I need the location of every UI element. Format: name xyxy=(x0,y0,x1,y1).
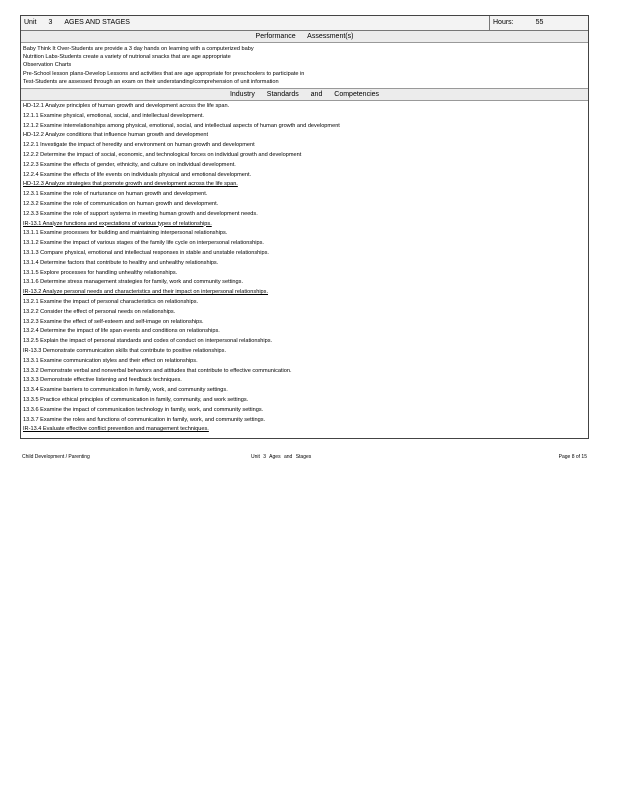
footer-page-number: Page 8 of 15 xyxy=(558,454,587,460)
standard-item: 13.2.1 Examine the impact of personal characteristics on relationships. xyxy=(23,298,199,305)
standard-item: 13.1.2 Examine the impact of various stages of the family life cycle on interpersonal relationships. xyxy=(23,240,264,247)
unit-label: Unit xyxy=(24,19,37,26)
standards-title: Industry Standards and Competencies xyxy=(21,88,588,101)
standard-item: 13.1.1 Examine processes for building and maintaining interpersonal relationships. xyxy=(23,230,228,237)
standard-item: 12.2.3 Examine the effects of gender, ethnicity, and culture on individual development. xyxy=(23,161,236,168)
standard-item: 12.2.4 Examine the effects of life events on individuals physical and emotional development. xyxy=(23,171,252,178)
standard-item: 13.1.3 Compare physical, emotional and intellectual responses in stable and unstable relationships. xyxy=(23,249,269,256)
standard-item: 13.3.3 Demonstrate effective listening and feedback techniques. xyxy=(23,377,182,384)
unit-table xyxy=(20,15,589,439)
standard-item: IR-13.3 Demonstrate communication skills that contribute to positive relationships. xyxy=(23,347,227,354)
standard-item: 13.3.1 Examine communication styles and their effect on relationships. xyxy=(23,357,198,364)
standard-item: 13.1.6 Determine stress management strategies for family, work and community settings. xyxy=(23,279,244,286)
standard-heading: IR-13.2 Analyze personal needs and characteristics and their impact on interpersonal relationships. xyxy=(23,289,269,296)
unit-number: 3 xyxy=(48,19,53,26)
standards-list xyxy=(21,101,588,438)
hours-value: 55 xyxy=(535,19,544,26)
standard-heading: IR-13.1 Analyze functions and expectations of various types of relationships. xyxy=(23,220,212,227)
performance-item: Nutrition Labs-Students create a variety of nutrional snacks that are age appropriate xyxy=(23,54,231,61)
standard-item: 13.2.2 Consider the effect of personal needs on relationships. xyxy=(23,308,176,315)
standard-item: 12.3.3 Examine the role of support systems in meeting human growth and development needs. xyxy=(23,210,258,217)
performance-item: Baby Think It Over-Students are provide a 3 day hands on learning with a computerized baby xyxy=(23,46,254,52)
performance-item: Observation Charts xyxy=(23,62,72,69)
standard-heading: HD-12.3 Analyze strategies that promote growth and development across the life span. xyxy=(23,181,238,188)
hours-label: Hours: xyxy=(493,19,514,26)
standard-item: 12.2.1 Investigate the impact of heredity and environment on human growth and development xyxy=(23,142,255,149)
standard-item: HD-12.2 Analyze conditions that influence human growth and development xyxy=(23,132,209,139)
standard-item: HD-12.1 Analyze principles of human growth and development across the life span. xyxy=(23,103,230,110)
standard-item: 12.1.2 Examine interrelationships among physical, emotional, social, and intellectual aspects of human growth and development xyxy=(23,122,340,129)
standard-item: 13.3.2 Demonstrate verbal and nonverbal behaviors and attitudes that contribute to effective communication. xyxy=(23,367,292,374)
standard-item: 13.2.5 Explain the impact of personal standards and codes of conduct on interpersonal relationships. xyxy=(23,338,273,345)
standard-item: 13.3.6 Examine the impact of communication technology in family, work, and community settings. xyxy=(23,406,264,413)
standard-item: 12.3.1 Examine the role of nurturance on human growth and development. xyxy=(23,191,208,198)
standard-item: 13.3.5 Practice ethical principles of communication in family, community, and work settings. xyxy=(23,396,249,403)
performance-item: Test-Students are assessed through an exam on their understanding/comprehension of unit information xyxy=(23,78,279,85)
performance-title: Performance Assessment(s) xyxy=(21,31,588,43)
unit-info xyxy=(21,16,489,30)
standard-item: 13.2.3 Examine the effect of self-esteem and self-image on relationships. xyxy=(23,318,204,325)
standard-item: 13.3.7 Examine the roles and functions of communication in family, work, and community settings. xyxy=(23,416,266,423)
standard-item: 12.1.1 Examine physical, emotional, social, and intellectual development. xyxy=(23,112,204,119)
standard-item: 13.3.4 Examine barriers to communication in family, work, and community settings. xyxy=(23,387,228,394)
unit-title: AGES AND STAGES xyxy=(64,19,130,26)
performance-item: Pre-School lesson plans-Develop Lessons and activities that are age appropriate for preschoolers to participate in xyxy=(23,70,305,77)
unit-header-row xyxy=(21,16,588,31)
standard-item: 12.2.2 Determine the impact of social, economic, and technological forces on individual growth and development xyxy=(23,152,302,158)
standard-item: 12.3.2 Examine the role of communication on human growth and development. xyxy=(23,200,219,207)
document-page xyxy=(20,15,589,439)
standard-item: 13.1.4 Determine factors that contribute to healthy and unhealthy relationships. xyxy=(23,259,219,266)
standard-heading: IR-13.4 Evaluate effective conflict prevention and management techniques. xyxy=(23,426,209,433)
hours-cell xyxy=(489,16,588,30)
standard-item: 13.2.4 Determine the impact of life span events and conditions on relationships. xyxy=(23,328,220,335)
standard-item: 13.1.5 Explore processes for handling unhealthy relationships. xyxy=(23,269,178,276)
footer-unit: Unit 3 Ages and Stages xyxy=(251,454,312,460)
performance-list xyxy=(21,43,588,88)
footer-course: Child Development / Parenting xyxy=(22,454,90,460)
